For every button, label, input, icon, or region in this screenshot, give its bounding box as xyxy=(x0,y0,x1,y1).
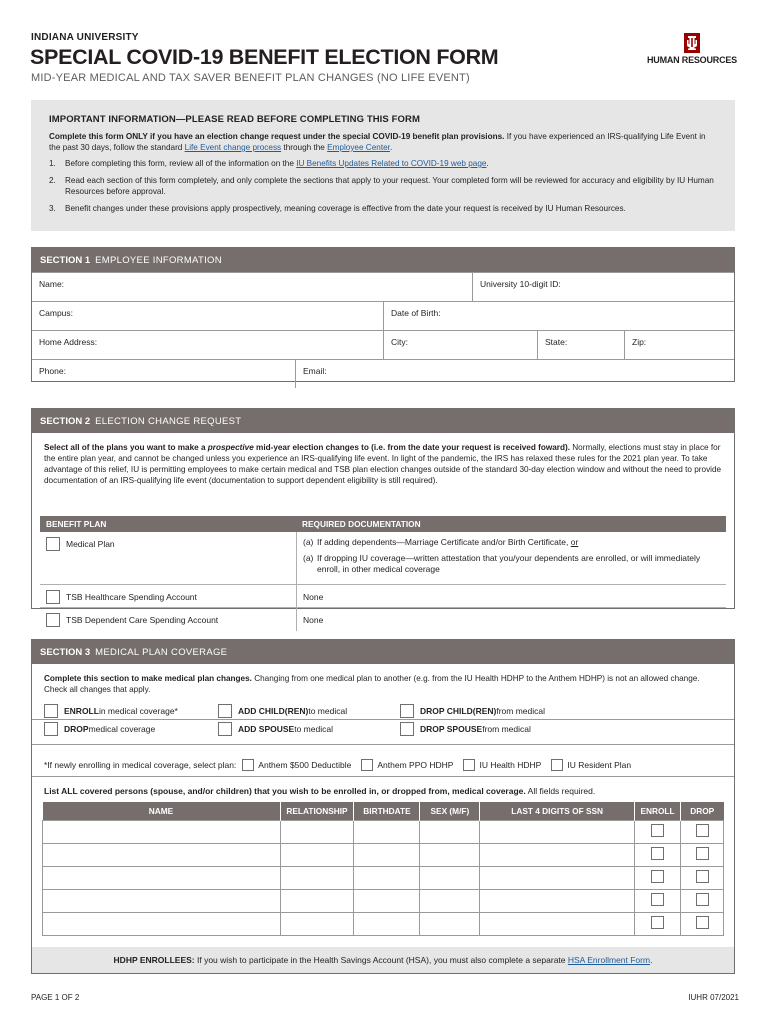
plan-label: Anthem $500 Deductible xyxy=(258,759,352,770)
list-item xyxy=(49,175,717,197)
item-letter: (a) xyxy=(303,537,314,547)
logo-text: HUMAN RESOURCES xyxy=(646,55,737,65)
item-letter: (a) xyxy=(303,553,314,563)
relationship-cell[interactable] xyxy=(280,843,354,866)
item-text: Read each section of this form completely, and only complete the sections that apply to your request. Your completed form will be reviewed for accuracy and eligibility by IU Human Resources before approval. xyxy=(65,176,714,196)
sex-cell[interactable] xyxy=(420,866,480,889)
section-header xyxy=(32,248,734,272)
ssn-cell[interactable] xyxy=(480,843,635,866)
tsb-dependent-care-checkbox[interactable] xyxy=(46,613,60,627)
col-drop: DROP xyxy=(681,802,724,820)
table-row xyxy=(43,912,724,935)
relationship-cell[interactable] xyxy=(280,866,354,889)
section-header xyxy=(32,640,734,664)
plan-checkbox[interactable] xyxy=(551,759,563,771)
col-benefit-plan: BENEFIT PLAN xyxy=(46,519,107,529)
hdhp-text: . xyxy=(650,955,653,965)
item-text: Before completing this form, review all of the information on the xyxy=(65,159,297,168)
section-title: MEDICAL PLAN COVERAGE xyxy=(95,647,228,658)
list-bold: List ALL covered persons (spouse, and/or children) that you wish to be enrolled in, or dropped from, medical coverage. xyxy=(44,786,526,796)
item-number: 2. xyxy=(49,176,56,185)
option-text: from medical xyxy=(482,724,531,734)
list-item xyxy=(49,203,717,214)
form-code: IUHR 07/2021 xyxy=(688,993,739,1002)
col-birthdate: BIRTHDATE xyxy=(354,802,420,820)
intro-text: Changing from one medical plan to another (e.g. from the IU Health HDHP to the Anthem HDHP) is not an allowed change. Check all changes that apply. xyxy=(44,674,700,694)
add-spouse-checkbox[interactable] xyxy=(218,722,232,736)
table-row xyxy=(40,532,726,585)
drop-checkbox[interactable] xyxy=(696,847,709,860)
important-heading: IMPORTANT INFORMATION—PLEASE READ BEFORE COMPLETING THIS FORM xyxy=(49,114,420,125)
new-enroll-plan-row xyxy=(32,744,734,776)
drop-spouse-checkbox[interactable] xyxy=(400,722,414,736)
iu-logo xyxy=(646,33,738,65)
drop-checkbox[interactable] xyxy=(696,870,709,883)
plan-docs: None xyxy=(296,585,726,607)
section-label: SECTION 3 xyxy=(40,647,91,658)
table-row xyxy=(43,843,724,866)
form-row xyxy=(32,272,734,301)
plan-label: IU Resident Plan xyxy=(567,759,632,770)
table-row xyxy=(43,866,724,889)
hdhp-notice xyxy=(32,947,734,973)
employee-center-link[interactable]: Employee Center xyxy=(327,143,390,152)
form-title: SPECIAL COVID-19 BENEFIT ELECTION FORM xyxy=(30,45,499,69)
section-medical-coverage xyxy=(31,639,735,974)
enroll-cell xyxy=(635,820,681,843)
covered-persons-table xyxy=(42,802,724,936)
col-sex: SEX (M/F) xyxy=(420,802,480,820)
table-row xyxy=(40,585,726,608)
option-drop-spouse[interactable] xyxy=(400,722,531,736)
page-number: PAGE 1 OF 2 xyxy=(31,993,80,1002)
option-bold: DROP xyxy=(64,724,89,734)
birthdate-cell[interactable] xyxy=(354,820,420,843)
section-intro xyxy=(32,433,734,516)
enroll-cell xyxy=(635,866,681,889)
item-text: If adding dependents—Marriage Certificate and/or Birth Certificate, xyxy=(317,537,571,547)
sex-cell[interactable] xyxy=(420,912,480,935)
birthdate-cell[interactable] xyxy=(354,866,420,889)
plan-label: Anthem PPO HDHP xyxy=(377,759,454,770)
enroll-checkbox[interactable] xyxy=(651,893,664,906)
tsb-healthcare-checkbox[interactable] xyxy=(46,590,60,604)
name-field[interactable]: Name: xyxy=(39,279,65,289)
relationship-cell[interactable] xyxy=(280,820,354,843)
plan-name: Medical Plan xyxy=(66,539,115,549)
option-text: to medical xyxy=(308,706,348,716)
drop-cell xyxy=(681,912,724,935)
city-field[interactable]: City: xyxy=(383,331,537,359)
medical-plan-checkbox[interactable] xyxy=(46,537,60,551)
address-field[interactable]: Home Address: xyxy=(39,337,98,347)
hdhp-bold: HDHP ENROLLEES: xyxy=(113,955,195,965)
enroll-checkbox[interactable] xyxy=(651,847,664,860)
intro-text: through the xyxy=(281,143,328,152)
item-or: or xyxy=(570,537,579,547)
requirement-item xyxy=(303,537,720,548)
ssn-cell[interactable] xyxy=(480,889,635,912)
section-title: ELECTION CHANGE REQUEST xyxy=(95,416,242,427)
intro-text: Normally, elections must stay in place for the entire plan year, and cannot be changed unless you experience an IRS-qualifying life event. In light of the pandemic, the IRS has relaxed these rules for the 2021 plan year. To take advantage of this relief, IU is permitting employees to make certain medical and TSB plan election changes outside of the standard 30-day election window and without the need to provide documentation of an IRS-qualifying life event (documentation to support dependent eligibility is still required). xyxy=(44,443,722,485)
sex-cell[interactable] xyxy=(420,820,480,843)
section-employee-information xyxy=(31,247,735,382)
option-text: medical coverage xyxy=(88,724,156,734)
relationship-cell[interactable] xyxy=(280,912,354,935)
important-info-box xyxy=(31,100,735,231)
hdhp-text: If you wish to participate in the Health Savings Account (HSA), you must also complete a separate xyxy=(194,955,568,965)
drop-cell xyxy=(681,820,724,843)
form-row xyxy=(32,330,734,359)
enroll-cell xyxy=(635,889,681,912)
name-cell[interactable] xyxy=(43,912,281,935)
birthdate-cell[interactable] xyxy=(354,912,420,935)
covid-updates-link[interactable]: IU Benefits Updates Related to COVID-19 web page xyxy=(296,159,487,168)
intro-bold: mid-year election changes to (i.e. from the date your request is received foward). xyxy=(253,443,570,452)
option-enroll[interactable] xyxy=(44,704,178,718)
plan-option[interactable] xyxy=(463,759,541,771)
intro-bold: Complete this form ONLY if you have an election change request under the special COVID-19 benefit plan provisions. xyxy=(49,132,505,141)
intro-text: If you have experienced an IRS-qualifying Life Event in the past 30 days, follow the standard xyxy=(49,132,706,152)
col-required-docs: REQUIRED DOCUMENTATION xyxy=(302,519,421,529)
col-enroll: ENROLL xyxy=(635,802,681,820)
table-row xyxy=(43,820,724,843)
item-text: If dropping IU coverage—written attestation that you/your dependents are enrolled, or will immediately enroll, in other medical coverage xyxy=(317,553,701,574)
drop-checkbox[interactable] xyxy=(696,916,709,929)
section-label: SECTION 2 xyxy=(40,416,91,427)
form-row xyxy=(32,301,734,330)
ssn-cell[interactable] xyxy=(480,866,635,889)
important-intro xyxy=(49,131,717,153)
section-election-change xyxy=(31,408,735,625)
option-text: from medical xyxy=(496,706,545,716)
university-id-field[interactable]: University 10-digit ID: xyxy=(472,273,734,301)
enroll-checkbox[interactable] xyxy=(651,870,664,883)
table-row xyxy=(40,608,726,631)
enroll-checkbox[interactable] xyxy=(651,916,664,929)
option-bold: ADD SPOUSE xyxy=(238,724,295,734)
option-bold: DROP SPOUSE xyxy=(420,724,483,734)
sex-cell[interactable] xyxy=(420,889,480,912)
name-cell[interactable] xyxy=(43,820,281,843)
enroll-cell xyxy=(635,843,681,866)
item-number: 1. xyxy=(49,159,56,168)
hsa-enrollment-link[interactable]: HSA Enrollment Form xyxy=(567,955,651,965)
section-label: SECTION 1 xyxy=(40,255,91,266)
new-enroll-label: *If newly enrolling in medical coverage, select plan: xyxy=(44,759,237,770)
option-text: in medical coverage* xyxy=(98,706,178,716)
drop-cell xyxy=(681,889,724,912)
intro-text: . xyxy=(389,143,393,152)
name-cell[interactable] xyxy=(43,866,281,889)
zip-field[interactable]: Zip: xyxy=(624,331,734,359)
plan-option[interactable] xyxy=(361,759,453,771)
iu-trident-icon xyxy=(684,33,700,53)
drop-cell xyxy=(681,866,724,889)
item-number: 3. xyxy=(49,204,56,213)
intro-bold: Select all of the plans you want to make a xyxy=(44,443,208,452)
drop-child-checkbox[interactable] xyxy=(400,704,414,718)
option-text: to medical xyxy=(294,724,333,734)
covered-persons-label xyxy=(32,776,734,805)
plan-checkbox[interactable] xyxy=(463,759,475,771)
plan-checkbox[interactable] xyxy=(361,759,373,771)
option-drop-child[interactable] xyxy=(400,704,545,718)
option-bold: ENROLL xyxy=(64,706,99,716)
name-cell[interactable] xyxy=(43,889,281,912)
drop-cell xyxy=(681,843,724,866)
plan-option[interactable] xyxy=(551,759,631,771)
form-subtitle: MID-YEAR MEDICAL AND TAX SAVER BENEFIT PLAN CHANGES (NO LIFE EVENT) xyxy=(31,72,470,84)
option-drop[interactable] xyxy=(44,722,155,736)
dob-field[interactable]: Date of Birth: xyxy=(383,302,734,330)
list-item xyxy=(49,158,717,169)
intro-italic: prospective xyxy=(207,443,254,452)
birthdate-cell[interactable] xyxy=(354,889,420,912)
email-field[interactable]: Email: xyxy=(295,360,734,388)
ssn-cell[interactable] xyxy=(480,912,635,935)
plan-label: IU Health HDHP xyxy=(479,759,542,770)
option-bold: DROP CHILD(REN) xyxy=(420,706,497,716)
drop-checkbox[interactable] xyxy=(696,824,709,837)
item-text: . xyxy=(486,159,489,168)
table-row xyxy=(43,889,724,912)
sex-cell[interactable] xyxy=(420,843,480,866)
col-name: NAME xyxy=(43,802,281,820)
phone-field[interactable]: Phone: xyxy=(39,366,66,376)
ssn-cell[interactable] xyxy=(480,820,635,843)
life-event-link[interactable]: Life Event change process xyxy=(184,143,282,152)
col-ssn: LAST 4 DIGITS OF SSN xyxy=(480,802,635,820)
requirement-item xyxy=(303,553,720,575)
option-bold: ADD CHILD(REN) xyxy=(238,706,309,716)
benefit-plan-table xyxy=(40,516,726,631)
campus-field[interactable]: Campus: xyxy=(39,308,74,318)
list-text: All fields required. xyxy=(525,786,596,796)
intro-bold: Complete this section to make medical plan changes. xyxy=(44,674,252,683)
enroll-cell xyxy=(635,912,681,935)
drop-checkbox[interactable] xyxy=(696,893,709,906)
relationship-cell[interactable] xyxy=(280,889,354,912)
important-list xyxy=(49,158,717,214)
name-cell[interactable] xyxy=(43,843,281,866)
col-relationship: RELATIONSHIP xyxy=(280,802,354,820)
plan-name: TSB Dependent Care Spending Account xyxy=(66,615,219,625)
add-child-checkbox[interactable] xyxy=(218,704,232,718)
plan-name: TSB Healthcare Spending Account xyxy=(66,592,197,602)
option-add-spouse[interactable] xyxy=(218,722,333,736)
state-field[interactable]: State: xyxy=(537,331,624,359)
birthdate-cell[interactable] xyxy=(354,843,420,866)
enroll-checkbox[interactable] xyxy=(44,704,58,718)
section-header xyxy=(32,409,734,433)
table-header xyxy=(40,516,726,532)
university-name: INDIANA UNIVERSITY xyxy=(31,32,139,43)
plan-option[interactable] xyxy=(242,759,351,771)
form-row xyxy=(32,359,734,388)
item-text: Benefit changes under these provisions apply prospectively, meaning coverage is effective from the date your request is received by IU Human Resources. xyxy=(65,204,626,213)
drop-checkbox[interactable] xyxy=(44,722,58,736)
plan-checkbox[interactable] xyxy=(242,759,254,771)
section-title: EMPLOYEE INFORMATION xyxy=(95,255,222,266)
table-header xyxy=(43,802,724,820)
option-add-child[interactable] xyxy=(218,704,347,718)
plan-docs: None xyxy=(296,608,726,631)
enroll-checkbox[interactable] xyxy=(651,824,664,837)
